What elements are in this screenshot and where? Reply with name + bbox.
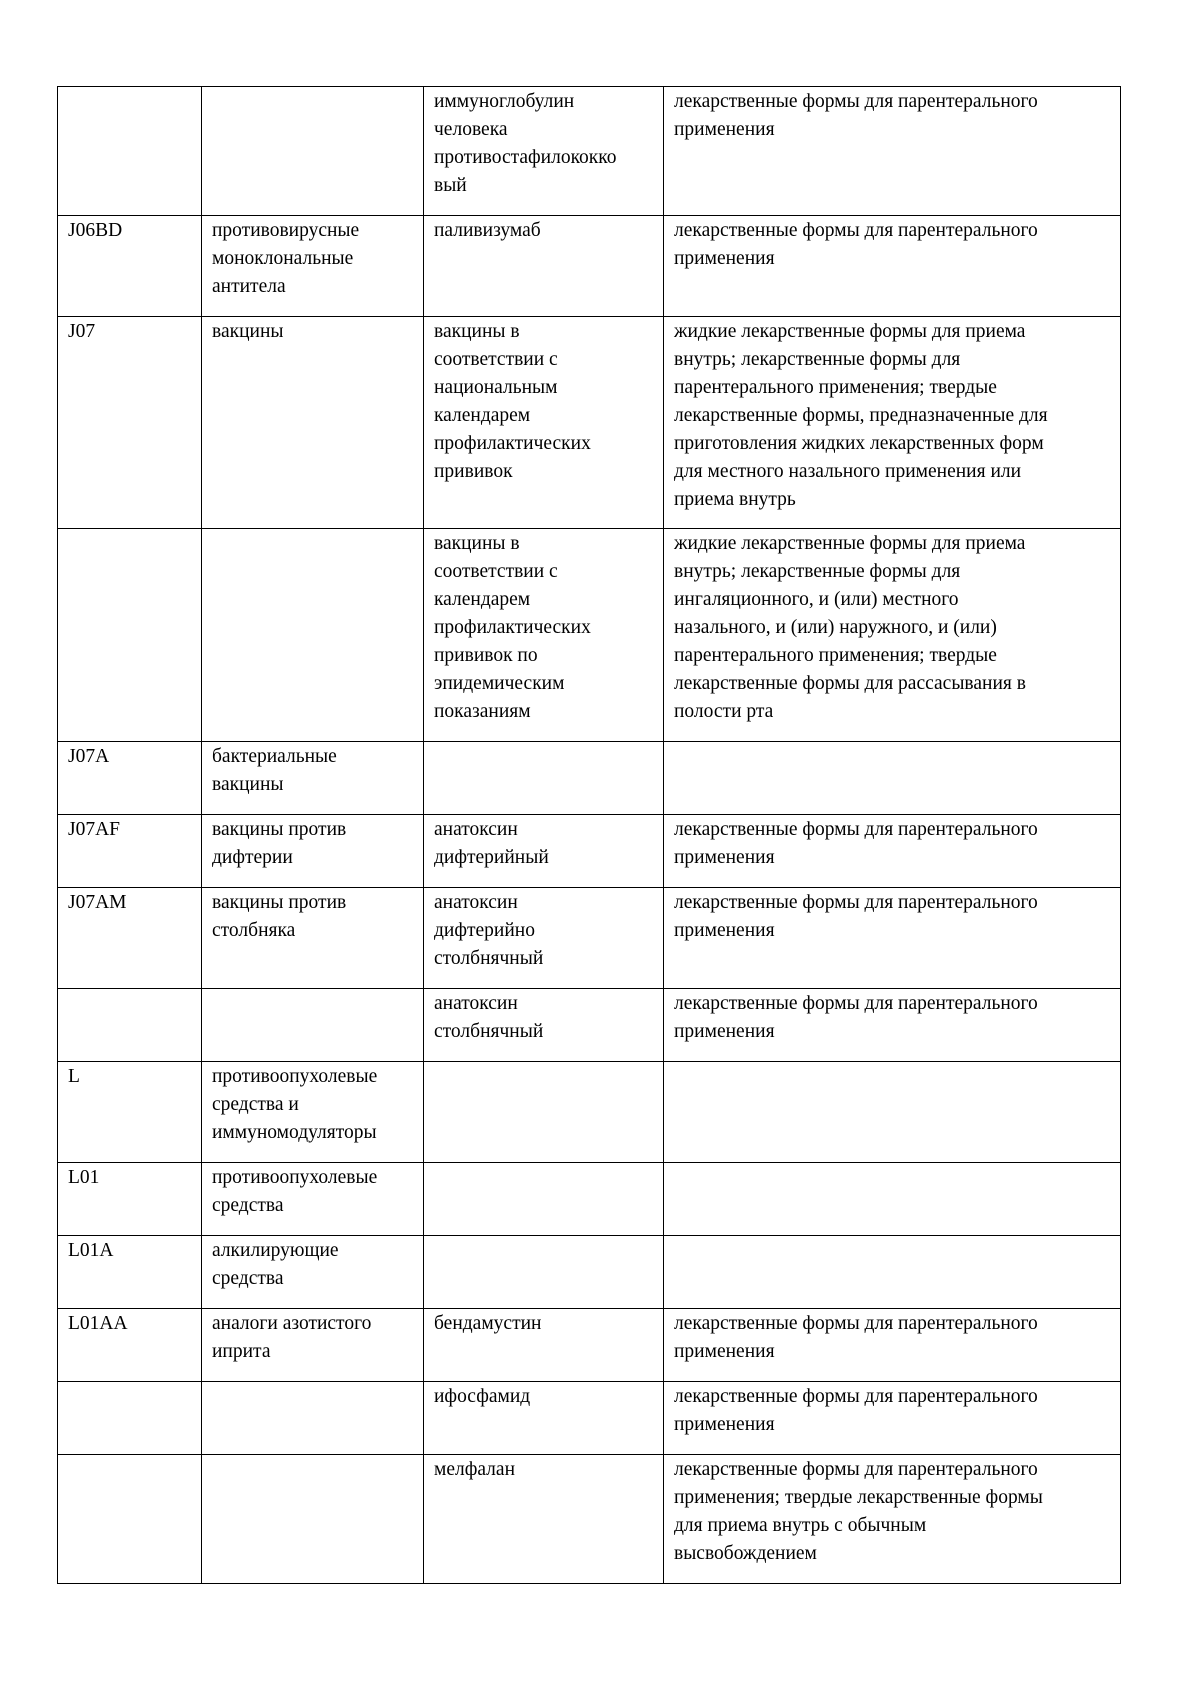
drug-cell [424, 989, 664, 1062]
forms-cell [664, 815, 1121, 888]
drug-line: мелфалан [434, 1459, 516, 1480]
drug-cell [424, 1062, 664, 1163]
group-line: противовирусные [212, 220, 360, 241]
table-row [58, 742, 1121, 815]
group-line: средства и [212, 1094, 299, 1115]
group-cell [202, 1382, 424, 1455]
code-cell [58, 989, 202, 1062]
code-cell: L [58, 1062, 202, 1163]
forms-line: лекарственные формы для парентерального [674, 1459, 1038, 1480]
drug-cell [424, 1455, 664, 1584]
table-row [58, 1455, 1121, 1584]
drug-classification-table [57, 86, 1121, 1584]
drug-line: анатоксин [434, 892, 518, 913]
forms-cell [664, 742, 1121, 815]
drug-cell [424, 742, 664, 815]
code-cell [58, 529, 202, 742]
drug-line: анатоксин [434, 819, 518, 840]
forms-line: полости рта [674, 701, 774, 722]
table-row [58, 1382, 1121, 1455]
group-line: противоопухолевые [212, 1066, 378, 1087]
forms-line: приема внутрь [674, 489, 796, 510]
drug-line: показаниям [434, 701, 531, 722]
drug-line: человека [434, 119, 508, 140]
group-cell [202, 1309, 424, 1382]
group-line: иммуномодуляторы [212, 1122, 377, 1143]
code-cell [58, 1382, 202, 1455]
drug-line: столбнячный [434, 1021, 544, 1042]
table-row [58, 815, 1121, 888]
group-cell [202, 815, 424, 888]
forms-line: применения [674, 1414, 775, 1435]
forms-line: лекарственные формы для парентерального [674, 1386, 1038, 1407]
drug-line: бендамустин [434, 1313, 542, 1334]
forms-line: жидкие лекарственные формы для приема [674, 533, 1026, 554]
forms-line: приготовления жидких лекарственных форм [674, 433, 1044, 454]
forms-line: внутрь; лекарственные формы для [674, 349, 961, 370]
forms-cell [664, 1236, 1121, 1309]
drug-cell [424, 1163, 664, 1236]
forms-line: парентерального применения; твердые [674, 645, 997, 666]
code-cell: J06BD [58, 216, 202, 317]
drug-line: профилактических [434, 617, 591, 638]
group-cell [202, 529, 424, 742]
forms-line: лекарственные формы для парентерального [674, 220, 1038, 241]
group-cell [202, 1236, 424, 1309]
group-line: антитела [212, 276, 286, 297]
code-cell: J07A [58, 742, 202, 815]
forms-cell [664, 529, 1121, 742]
forms-cell [664, 216, 1121, 317]
forms-line: лекарственные формы, предназначенные для [674, 405, 1048, 426]
group-line: средства [212, 1268, 284, 1289]
forms-cell [664, 1455, 1121, 1584]
forms-line: применения [674, 119, 775, 140]
drug-cell [424, 1309, 664, 1382]
forms-cell [664, 1382, 1121, 1455]
table-row [58, 989, 1121, 1062]
drug-cell [424, 815, 664, 888]
group-cell [202, 317, 424, 529]
drug-line: вый [434, 175, 467, 196]
drug-line: календарем [434, 589, 531, 610]
drug-line: профилактических [434, 433, 591, 454]
group-cell [202, 989, 424, 1062]
group-cell [202, 1062, 424, 1163]
drug-line: вакцины в [434, 533, 520, 554]
forms-line: высвобождением [674, 1543, 817, 1564]
forms-line: внутрь; лекарственные формы для [674, 561, 961, 582]
group-line: противоопухолевые [212, 1167, 378, 1188]
group-line: дифтерии [212, 847, 293, 868]
drug-line: соответствии с [434, 349, 558, 370]
drug-cell [424, 317, 664, 529]
group-line: иприта [212, 1341, 271, 1362]
drug-cell [424, 1236, 664, 1309]
forms-line: лекарственные формы для парентерального [674, 819, 1038, 840]
drug-cell [424, 1382, 664, 1455]
group-cell [202, 87, 424, 216]
group-cell [202, 1455, 424, 1584]
forms-line: применения [674, 1021, 775, 1042]
drug-line: соответствии с [434, 561, 558, 582]
group-line: вакцины [212, 321, 284, 342]
drug-line: эпидемическим [434, 673, 565, 694]
drug-line: паливизумаб [434, 220, 541, 241]
forms-line: применения; твердые лекарственные формы [674, 1487, 1043, 1508]
table-row [58, 317, 1121, 529]
group-cell [202, 742, 424, 815]
drug-line: вакцины в [434, 321, 520, 342]
group-cell [202, 1163, 424, 1236]
drug-cell [424, 87, 664, 216]
group-line: моноклональные [212, 248, 354, 269]
drug-line: противостафилококко [434, 147, 617, 168]
table-row [58, 1062, 1121, 1163]
code-cell: J07AF [58, 815, 202, 888]
table-body [58, 87, 1121, 1584]
forms-cell [664, 87, 1121, 216]
drug-cell [424, 216, 664, 317]
forms-line: парентерального применения; твердые [674, 377, 997, 398]
drug-cell [424, 888, 664, 989]
forms-line: применения [674, 920, 775, 941]
code-cell [58, 1455, 202, 1584]
group-cell [202, 888, 424, 989]
forms-line: применения [674, 1341, 775, 1362]
forms-line: для местного назального применения или [674, 461, 1022, 482]
forms-cell [664, 888, 1121, 989]
table-row [58, 1309, 1121, 1382]
forms-line: назального, и (или) наружного, и (или) [674, 617, 997, 638]
forms-line: ингаляционного, и (или) местного [674, 589, 959, 610]
forms-cell [664, 1062, 1121, 1163]
forms-line: лекарственные формы для парентерального [674, 993, 1038, 1014]
drug-line: анатоксин [434, 993, 518, 1014]
forms-line: лекарственные формы для парентерального [674, 892, 1038, 913]
forms-line: применения [674, 248, 775, 269]
forms-cell [664, 1309, 1121, 1382]
drug-line: прививок по [434, 645, 538, 666]
drug-line: иммуноглобулин [434, 91, 575, 112]
drug-line: прививок [434, 461, 513, 482]
table-row [58, 1236, 1121, 1309]
forms-line: применения [674, 847, 775, 868]
forms-cell [664, 317, 1121, 529]
table-row [58, 1163, 1121, 1236]
group-line: алкилирующие [212, 1240, 339, 1261]
group-line: бактериальные [212, 746, 337, 767]
group-line: вакцины против [212, 819, 347, 840]
group-line: вакцины [212, 774, 284, 795]
table-row [58, 216, 1121, 317]
group-cell [202, 216, 424, 317]
code-cell: L01AA [58, 1309, 202, 1382]
drug-line: ифосфамид [434, 1386, 531, 1407]
group-line: вакцины против [212, 892, 347, 913]
code-cell: L01A [58, 1236, 202, 1309]
drug-line: столбнячный [434, 948, 544, 969]
code-cell: L01 [58, 1163, 202, 1236]
table-row [58, 87, 1121, 216]
drug-line: национальным [434, 377, 558, 398]
table-row [58, 529, 1121, 742]
code-cell: J07AM [58, 888, 202, 989]
forms-line: лекарственные формы для рассасывания в [674, 673, 1026, 694]
group-line: средства [212, 1195, 284, 1216]
forms-cell [664, 989, 1121, 1062]
drug-cell [424, 529, 664, 742]
drug-line: календарем [434, 405, 531, 426]
forms-cell [664, 1163, 1121, 1236]
forms-line: жидкие лекарственные формы для приема [674, 321, 1026, 342]
drug-line: дифтерийный [434, 847, 549, 868]
table-row [58, 888, 1121, 989]
forms-line: для приема внутрь с обычным [674, 1515, 927, 1536]
code-cell [58, 87, 202, 216]
drug-line: дифтерийно [434, 920, 535, 941]
group-line: столбняка [212, 920, 296, 941]
group-line: аналоги азотистого [212, 1313, 372, 1334]
code-cell: J07 [58, 317, 202, 529]
forms-line: лекарственные формы для парентерального [674, 1313, 1038, 1334]
forms-line: лекарственные формы для парентерального [674, 91, 1038, 112]
